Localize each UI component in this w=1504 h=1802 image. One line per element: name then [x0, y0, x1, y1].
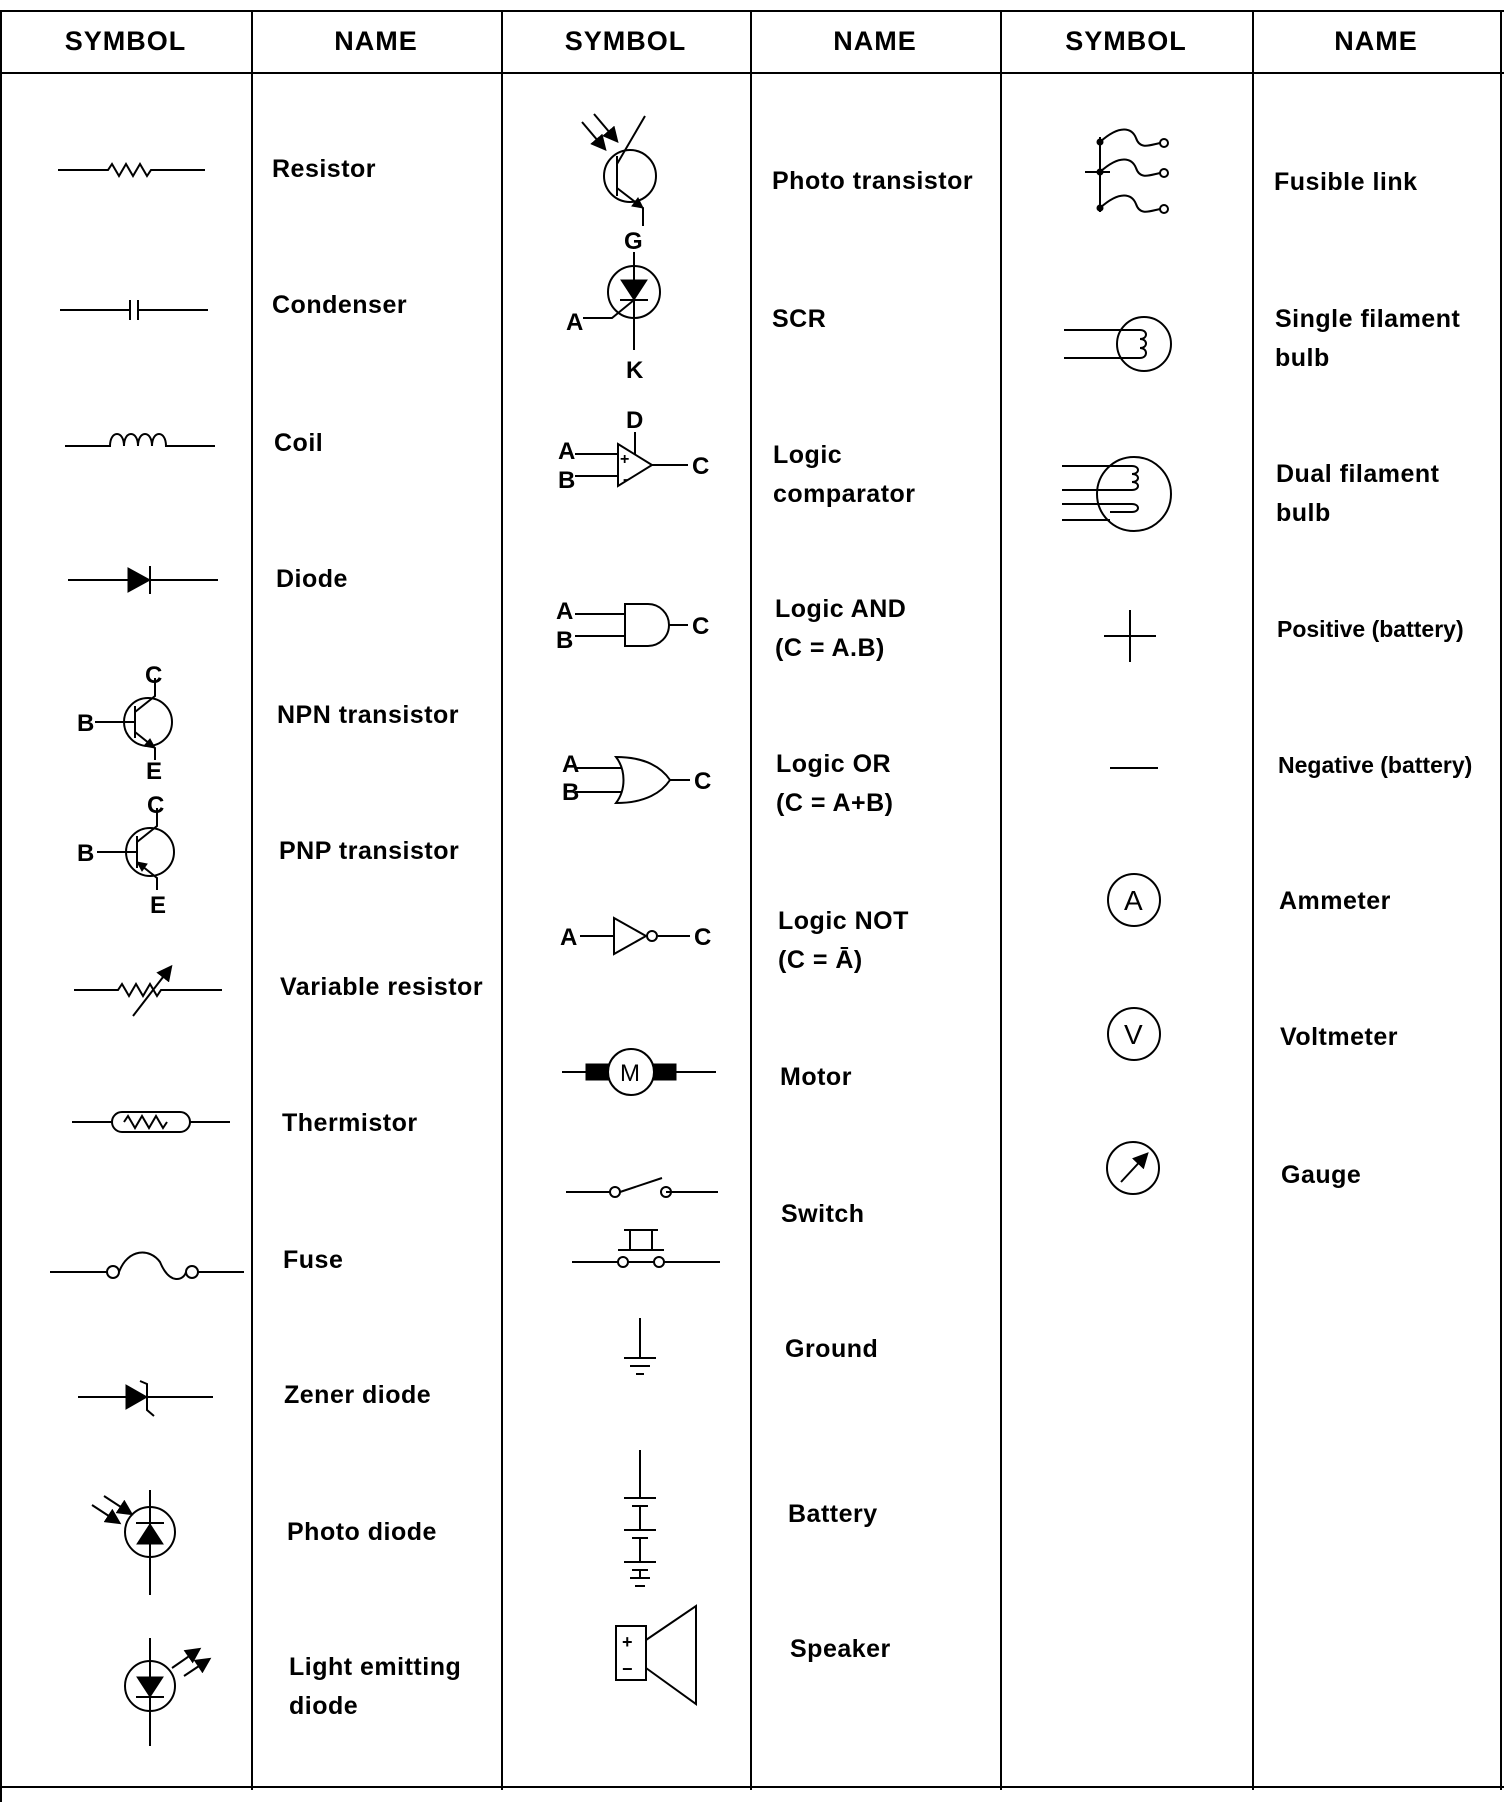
name-voltmeter: Voltmeter — [1280, 1023, 1398, 1051]
name-npn-transistor: NPN transistor — [277, 701, 460, 729]
header-symbol-3: SYMBOL — [1065, 25, 1187, 56]
name-fusible-link: Fusible link — [1274, 168, 1418, 196]
npn-c-label: C — [145, 662, 163, 689]
and-gate-icon — [556, 598, 709, 654]
battery-icon — [624, 1450, 656, 1586]
header-name-1: NAME — [334, 25, 418, 56]
or-a-label: A — [562, 751, 580, 778]
resistor-icon — [58, 164, 205, 176]
name-gauge: Gauge — [1281, 1161, 1362, 1189]
pnp-e-label: E — [150, 892, 167, 919]
header-symbol-1: SYMBOL — [64, 25, 187, 56]
npn-e-label: E — [146, 758, 163, 785]
name-switch: Switch — [781, 1200, 865, 1228]
name-dual-filament-bulb-line1: Dual filament — [1276, 460, 1440, 488]
pnp-c-label: C — [147, 792, 165, 819]
scr-a-label: A — [566, 309, 584, 336]
motor-icon — [562, 1049, 716, 1095]
header-name-2: NAME — [833, 25, 917, 56]
ammeter-icon — [1108, 874, 1160, 926]
name-logic-not-line1: Logic NOT — [778, 907, 909, 935]
and-a-label: A — [556, 598, 574, 625]
name-logic-and-line1: Logic AND — [775, 595, 907, 623]
name-dual-filament-bulb-line2: bulb — [1276, 499, 1331, 527]
cmp-minus-label: - — [623, 471, 629, 488]
speaker-minus-label: − — [622, 1659, 633, 1679]
name-single-filament-bulb-line1: Single filament — [1275, 305, 1461, 333]
name-scr: SCR — [772, 305, 827, 333]
coil-icon — [65, 434, 215, 446]
and-c-label: C — [692, 613, 710, 640]
photo-diode-icon — [92, 1490, 175, 1595]
name-motor: Motor — [780, 1063, 852, 1091]
cmp-plus-label: + — [620, 451, 630, 468]
zener-diode-icon — [78, 1381, 213, 1416]
not-c-label: C — [694, 924, 712, 951]
npn-transistor-icon — [77, 662, 172, 785]
single-filament-bulb-icon — [1064, 317, 1171, 371]
cmp-d-label: D — [626, 407, 644, 434]
name-coil: Coil — [274, 429, 324, 457]
name-led-line1: Light emitting — [289, 1653, 462, 1681]
ammeter-a-label: A — [1124, 885, 1143, 916]
cmp-c-label: C — [692, 453, 710, 480]
header-symbol-2: SYMBOL — [564, 25, 687, 56]
name-pnp-transistor: PNP transistor — [279, 837, 460, 865]
pnp-transistor-icon — [77, 792, 174, 919]
name-fuse: Fuse — [283, 1246, 344, 1274]
fuse-icon — [50, 1253, 244, 1280]
name-logic-not-line2: (C = Ā) — [778, 946, 863, 974]
voltmeter-icon — [1108, 1008, 1160, 1060]
name-battery: Battery — [788, 1500, 878, 1528]
voltmeter-v-label: V — [1124, 1019, 1143, 1050]
name-logic-and-line2: (C = A.B) — [775, 634, 885, 662]
npn-b-label: B — [77, 710, 95, 737]
diode-icon — [68, 566, 218, 594]
name-zener-diode: Zener diode — [284, 1381, 432, 1409]
name-photo-transistor: Photo transistor — [772, 167, 974, 195]
or-c-label: C — [694, 768, 712, 795]
name-logic-or-line1: Logic OR — [776, 750, 892, 778]
scr-k-label: K — [626, 357, 644, 384]
scr-g-label: G — [624, 228, 643, 255]
name-resistor: Resistor — [272, 155, 377, 183]
or-b-label: B — [562, 779, 580, 806]
or-gate-icon — [562, 751, 711, 806]
photo-transistor-icon — [582, 114, 656, 226]
ground-icon — [624, 1318, 656, 1374]
name-speaker: Speaker — [790, 1635, 891, 1663]
name-logic-comparator-line2: comparator — [773, 480, 916, 508]
thermistor-icon — [72, 1112, 230, 1132]
speaker-icon — [616, 1606, 696, 1704]
switch-icon — [566, 1178, 720, 1267]
name-diode: Diode — [276, 565, 348, 593]
condenser-icon — [60, 300, 208, 320]
gauge-icon — [1107, 1142, 1159, 1194]
not-gate-icon — [560, 918, 711, 954]
cmp-a-label: A — [558, 438, 576, 465]
name-logic-comparator-line1: Logic — [773, 441, 843, 469]
name-negative-battery: Negative (battery) — [1278, 752, 1473, 778]
logic-comparator-icon — [558, 407, 709, 494]
name-single-filament-bulb-line2: bulb — [1275, 344, 1330, 372]
plus-icon — [1104, 610, 1156, 662]
cmp-b-label: B — [558, 467, 576, 494]
speaker-plus-label: + — [622, 1632, 633, 1652]
name-variable-resistor: Variable resistor — [280, 973, 484, 1001]
name-led-line2: diode — [289, 1692, 359, 1720]
name-thermistor: Thermistor — [282, 1109, 418, 1137]
scr-icon — [566, 228, 660, 384]
name-ground: Ground — [785, 1335, 879, 1363]
header-name-3: NAME — [1334, 25, 1418, 56]
pnp-b-label: B — [77, 840, 95, 867]
motor-m-label: M — [620, 1060, 640, 1087]
variable-resistor-icon — [74, 968, 222, 1016]
dual-filament-bulb-icon — [1062, 457, 1171, 531]
name-positive-battery: Positive (battery) — [1277, 616, 1464, 642]
fusible-link-icon — [1085, 130, 1168, 214]
and-b-label: B — [556, 627, 574, 654]
name-logic-or-line2: (C = A+B) — [776, 789, 894, 817]
led-icon — [125, 1638, 208, 1746]
name-photo-diode: Photo diode — [287, 1518, 437, 1546]
not-a-label: A — [560, 924, 578, 951]
name-condenser: Condenser — [272, 291, 408, 319]
name-ammeter: Ammeter — [1279, 887, 1391, 915]
